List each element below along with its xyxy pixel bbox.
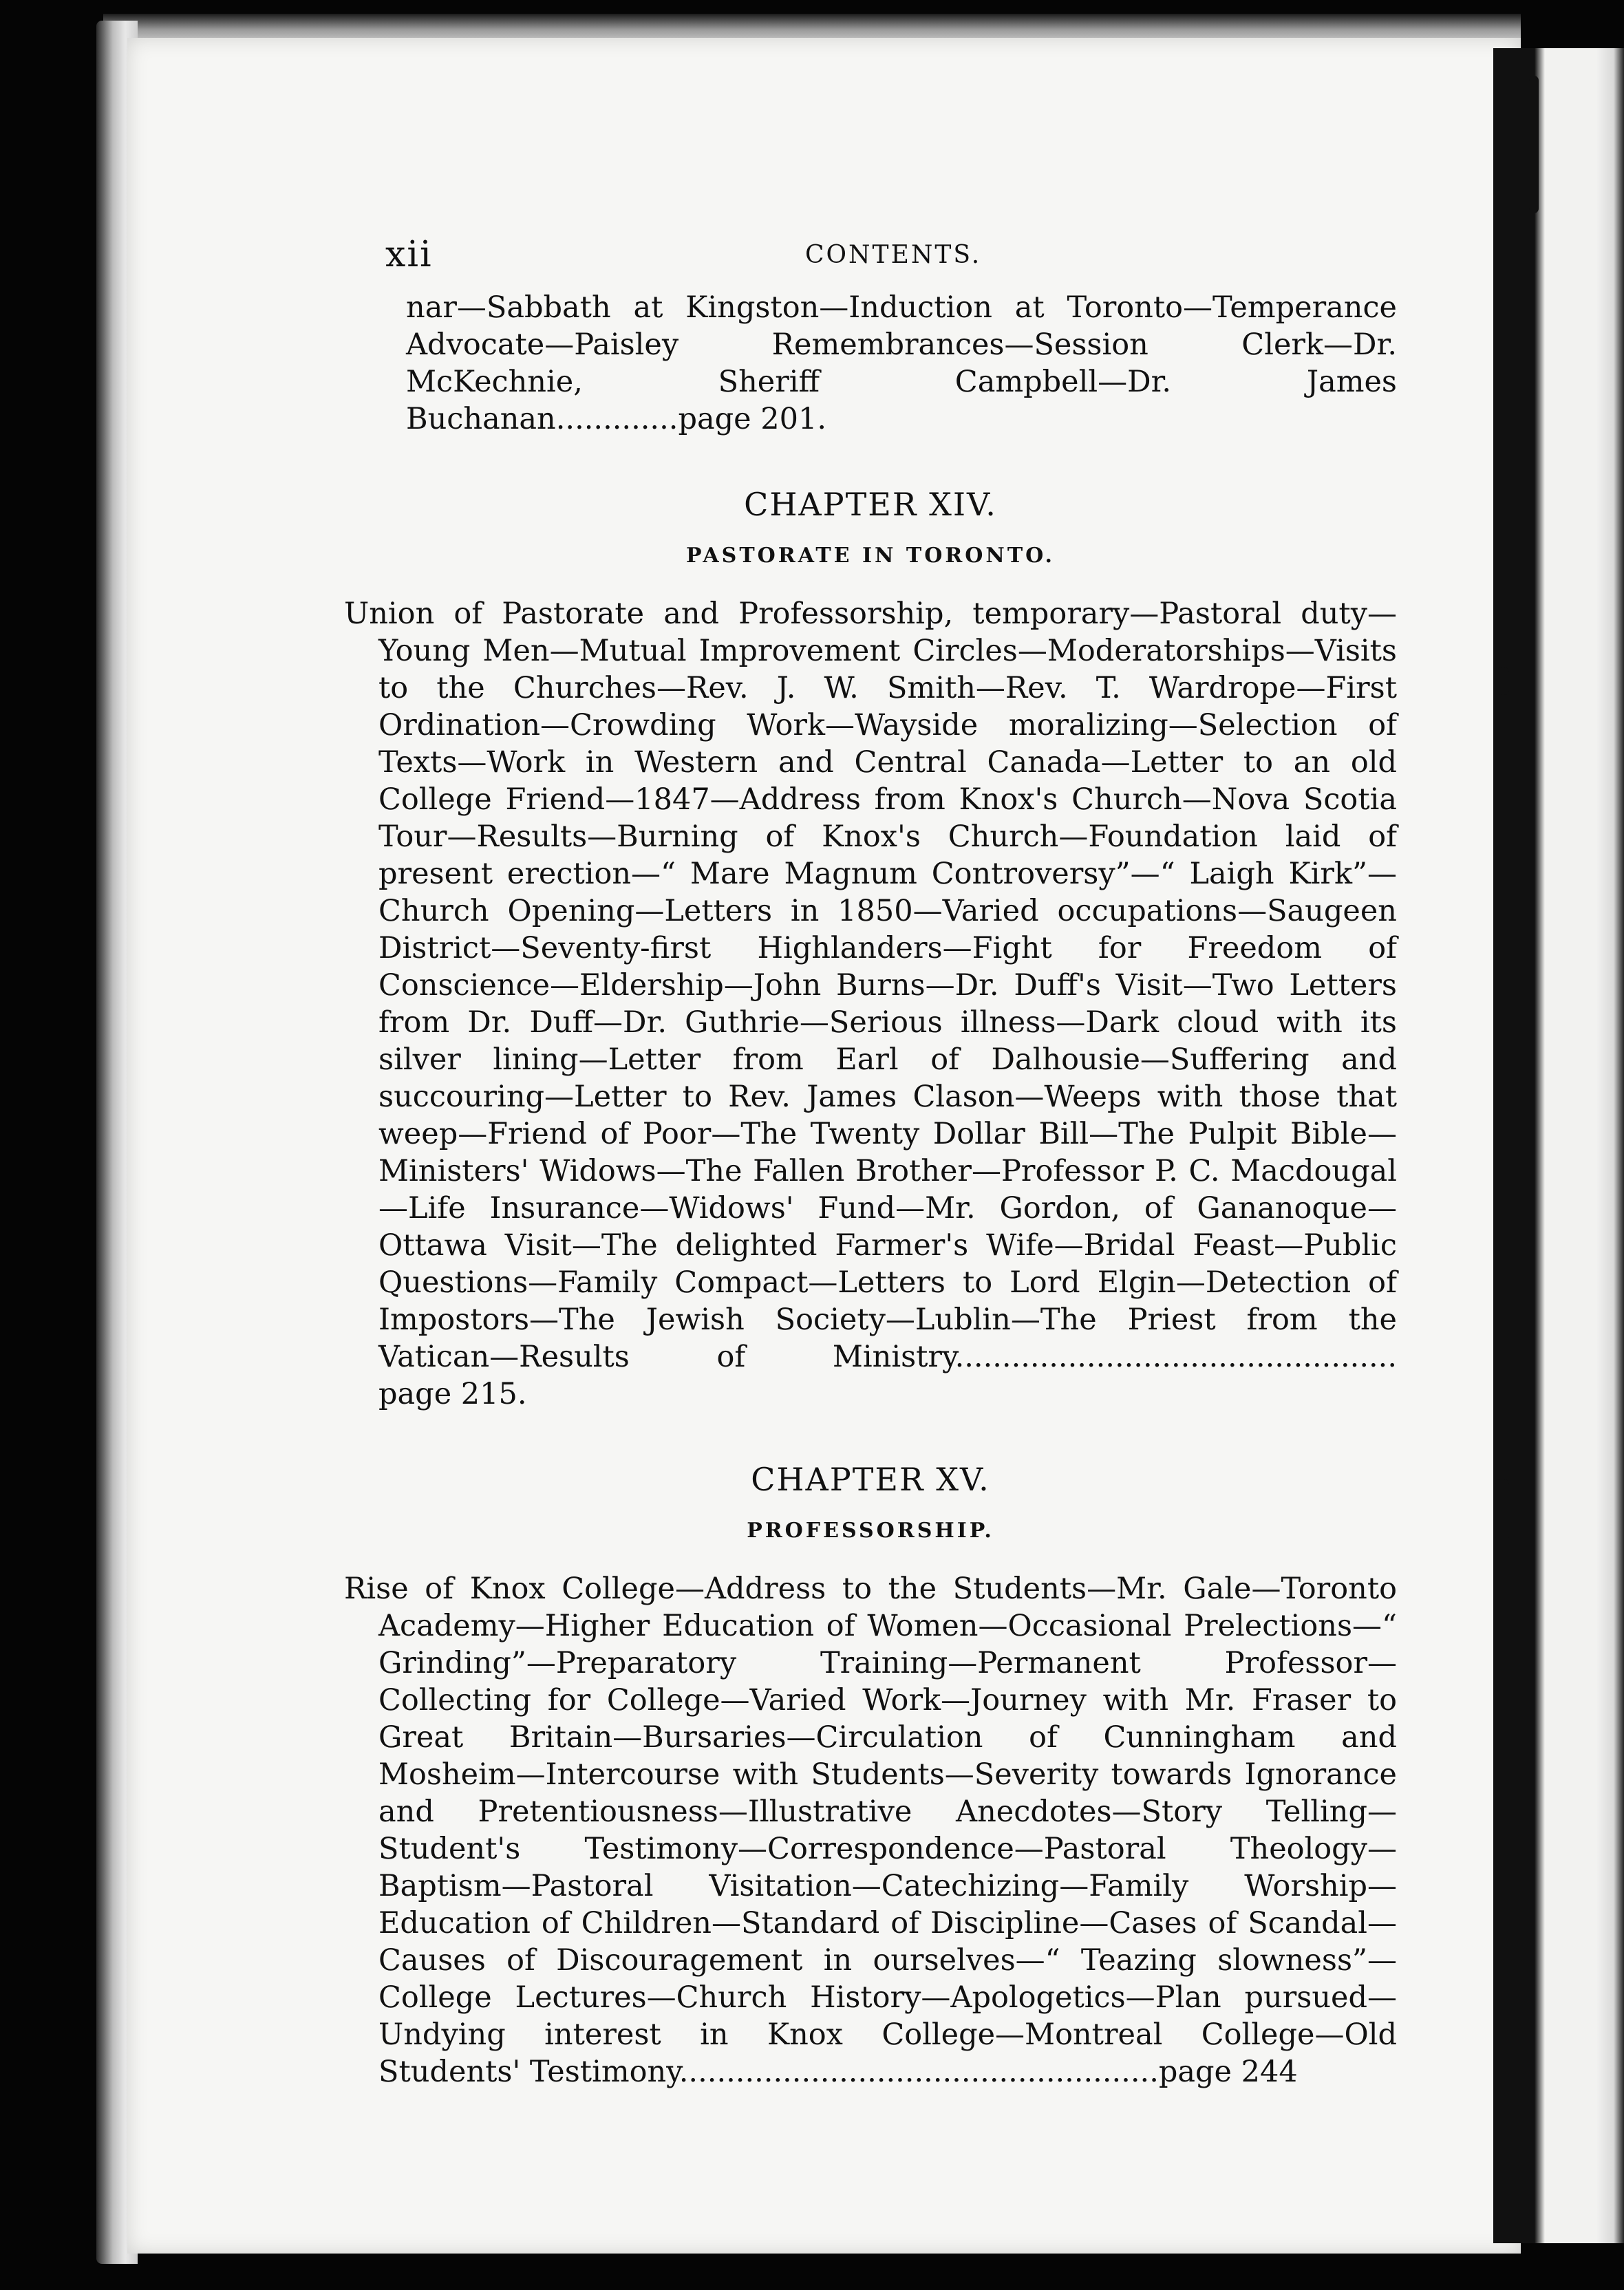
- entry-text: nar—Sabbath at Kingston—Induction at Toronto—Temperance Advocate—Paisley Remembrances—Session Clerk—Dr. McKechnie, Sheriff Campbell—Dr. James Buchanan: [406, 290, 1397, 436]
- page-content: [344, 227, 1397, 2090]
- continued-entry: [344, 289, 1397, 438]
- chapter-title: CHAPTER XV.: [751, 1461, 990, 1498]
- chapter-title: CHAPTER XIV.: [744, 486, 997, 523]
- chapter-subtitle: PROFESSORSHIP.: [747, 1519, 994, 1543]
- page-number: xii: [385, 234, 433, 275]
- page-reference: page 244: [1158, 2055, 1298, 2089]
- summary-text: Rise of Knox College—Address to the Students—Mr. Gale—Toronto Academy—Higher Education of Women—Occasional Prelections—“ Grinding”—Preparatory Training—Permanent Professor—Collecting for College—Varied Work—Journey with Mr. Fraser to Great Britain—Bursaries—Circulation of Cunningham and Mosheim—Intercourse with Students—Severity towards Ignorance and Pretentiousness—Illustrative Anecdotes—Story Telling—Student's Testimony—Correspondence—Pastoral Theology—Baptism—Pastoral Visitation—Catechizing—Family Worship—Education of Children—Standard of Discipline—Cases of Scandal—Causes of Discouragement in ourselves—“ Teazing slowness”—College Lectures—Church History—Apologetics—Plan pursued—Undying interest in Knox College—Montreal College—Old Students' Testimony: [344, 1572, 1397, 2089]
- dot-leader: ...................................................: [679, 2055, 1159, 2089]
- running-title: CONTENTS.: [805, 241, 982, 269]
- chapter-summary: [344, 595, 1397, 1413]
- dot-leader: .............: [555, 402, 679, 436]
- page-reference: page 215.: [378, 1377, 527, 1411]
- page-reference: page 201.: [678, 402, 826, 436]
- binding-mark: [1529, 76, 1539, 213]
- binding-mark: [1497, 667, 1509, 695]
- binding-mark: [1495, 1479, 1509, 1541]
- facing-page-strip: [1493, 48, 1624, 2243]
- chapter-subtitle: PASTORATE IN TORONTO.: [686, 544, 1055, 568]
- summary-text: Union of Pastorate and Professorship, temporary—Pastoral duty—Young Men—Mutual Improvement Circles—Moderatorships—Visits to the Churches—Rev. J. W. Smith—Rev. T. Wardrope—First Ordination—Crowding Work—Wayside moralizing—Selection of Texts—Work in Western and Central Canada—Letter to an old College Friend—1847—Address from Knox's Church—Nova Scotia Tour—Results—Burning of Knox's Church—Foundation laid of present erection—“ Mare Magnum Controversy”—“ Laigh Kirk”—Church Opening—Letters in 1850—Varied occupations—Saugeen District—Seventy-first Highlanders—Fight for Freedom of Conscience—Eldership—John Burns—Dr. Duff's Visit—Two Letters from Dr. Duff—Dr. Guthrie—Serious illness—Dark cloud with its silver lining—Letter from Earl of Dalhousie—Suffering and succouring—Letter to Rev. James Clason—Weeps with those that weep—Friend of Poor—The Twenty Dollar Bill—The Pulpit Bible—Ministers' Widows—The Fallen Brother—Professor P. C. Macdougal—Life Insurance—Widows' Fund—Mr. Gordon, of Gananoque—Ottawa Visit—The delighted Farmer's Wife—Bridal Feast—Public Questions—Family Compact—Letters to Lord Elgin—Detection of Impostors—The Jewish Society—Lublin—The Priest from the Vatican—Results of Ministry: [344, 597, 1397, 1374]
- dot-leader: ...............................................: [954, 1340, 1397, 1374]
- chapter-summary: [344, 1570, 1397, 2090]
- running-head: [344, 227, 1397, 289]
